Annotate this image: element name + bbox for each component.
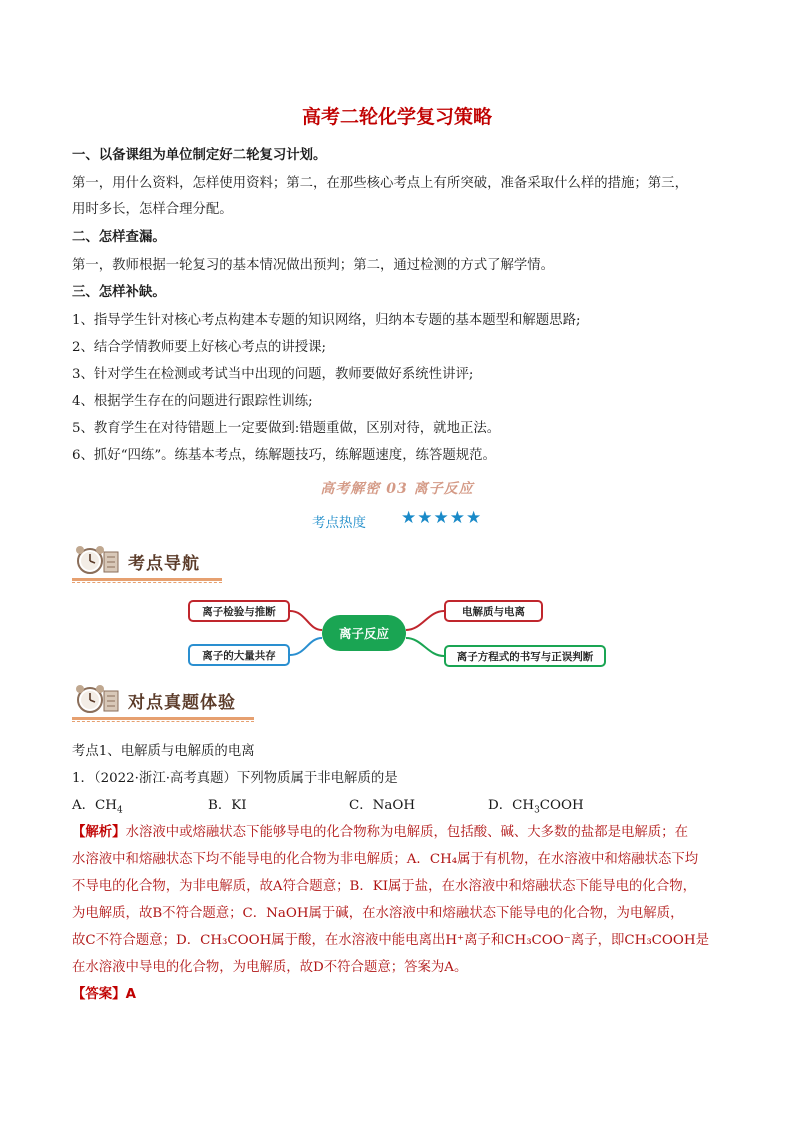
analysis-line: 水溶液中和熔融状态下均不能导电的化合物为非电解质；A．CH₄属于有机物，在水溶液中和熔融状态下均 xyxy=(72,852,699,867)
section-text: 第一，教师根据一轮复习的基本情况做出预判；第二，通过检测的方式了解学情。 xyxy=(72,258,555,273)
banner-practice-title: 对点真题体验 xyxy=(128,693,236,713)
option-b: B．KI xyxy=(208,798,247,813)
list-item: 3、针对学生在检测或考试当中出现的问题，教师要做好系统性讲评; xyxy=(72,367,474,382)
banner-practice xyxy=(72,683,254,721)
banner-nav xyxy=(72,544,222,582)
analysis-tag: 【解析】 xyxy=(72,825,126,840)
section-heading-3: 三、怎样补缺。 xyxy=(72,285,166,300)
alarm-clock-icon xyxy=(72,544,122,578)
option-a-subscript: 4 xyxy=(116,805,123,816)
option-a-text: A．CH xyxy=(72,798,117,813)
list-item: 2、结合学情教师要上好核心考点的讲授课; xyxy=(72,340,327,355)
answer-line xyxy=(72,985,136,1005)
analysis-text: 水溶液中或熔融状态下能够导电的化合物称为电解质，包括酸、碱、大多数的盐都是电解质；在 xyxy=(125,825,688,840)
option-c: C．NaOH xyxy=(349,798,415,813)
option-d-subscript: 3 xyxy=(534,805,540,816)
banner-nav-title: 考点导航 xyxy=(128,554,200,574)
heat-stars: ★★★★★ xyxy=(401,508,483,528)
answer-value: A xyxy=(125,987,136,1002)
list-item: 1、指导学生针对核心考点构建本专题的知识网络，归纳本专题的基本题型和解题思路; xyxy=(72,313,581,328)
section-subheading: 高考解密 03 离子反应 xyxy=(320,481,474,497)
heat-label: 考点热度 xyxy=(312,515,366,531)
answer-tag: 【答案】 xyxy=(72,987,126,1002)
banner-underline xyxy=(72,717,254,720)
mindmap-node-ion-test: 离子检验与推断 xyxy=(188,600,290,622)
question-stem: 1．（2022·浙江·高考真题）下列物质属于非电解质的是 xyxy=(72,771,398,786)
analysis-line: 故C不符合题意；D．CH₃COOH属于酸，在水溶液中能电离出H⁺离子和CH₃COO⁻离子，即CH₃COOH是 xyxy=(72,933,709,948)
section-heading-1: 一、以备课组为单位制定好二轮复习计划。 xyxy=(72,148,327,163)
list-item: 4、根据学生存在的问题进行跟踪性训练; xyxy=(72,394,313,409)
analysis-line xyxy=(72,823,688,843)
section-text: 第一，用什么资料，怎样使用资料；第二，在那些核心考点上有所突破，准备采取什么样的措施；第三， xyxy=(72,176,688,191)
topic-heading: 考点1、电解质与电解质的电离 xyxy=(72,744,255,759)
section-heading-2: 二、怎样查漏。 xyxy=(72,230,166,245)
option-a xyxy=(72,796,123,821)
option-d-tail: COOH xyxy=(539,798,584,813)
option-d-text: D．CH xyxy=(488,798,535,813)
mindmap-node-electrolyte: 电解质与电离 xyxy=(444,600,543,622)
banner-dashline xyxy=(72,582,222,583)
banner-underline xyxy=(72,578,222,581)
analysis-line: 为电解质，故B不符合题意；C．NaOH属于碱，在水溶液中和熔融状态下能导电的化合物，为电解质， xyxy=(72,906,684,921)
list-item: 6、抓好“四练”。练基本考点，练解题技巧，练解题速度，练答题规范。 xyxy=(72,448,496,463)
mindmap-node-coexistence: 离子的大量共存 xyxy=(188,644,290,666)
list-item: 5、教育学生在对待错题上一定要做到:错题重做，区别对待，就地正法。 xyxy=(72,421,501,436)
page-title: 高考二轮化学复习策略 xyxy=(301,106,492,128)
analysis-line: 不导电的化合物，为非电解质，故A符合题意；B．KI属于盐，在水溶液中和熔融状态下能导电的化合物， xyxy=(72,879,696,894)
mindmap-center-node: 离子反应 xyxy=(322,615,406,651)
mindmap-node-ionic-equation: 离子方程式的书写与正误判断 xyxy=(444,645,606,667)
option-d xyxy=(488,796,584,821)
analysis-line: 在水溶液中导电的化合物，为电解质，故D不符合题意；答案为A。 xyxy=(72,960,468,975)
section-text: 用时多长，怎样合理分配。 xyxy=(72,202,233,217)
banner-dashline xyxy=(72,721,254,722)
alarm-clock-icon xyxy=(72,683,122,717)
